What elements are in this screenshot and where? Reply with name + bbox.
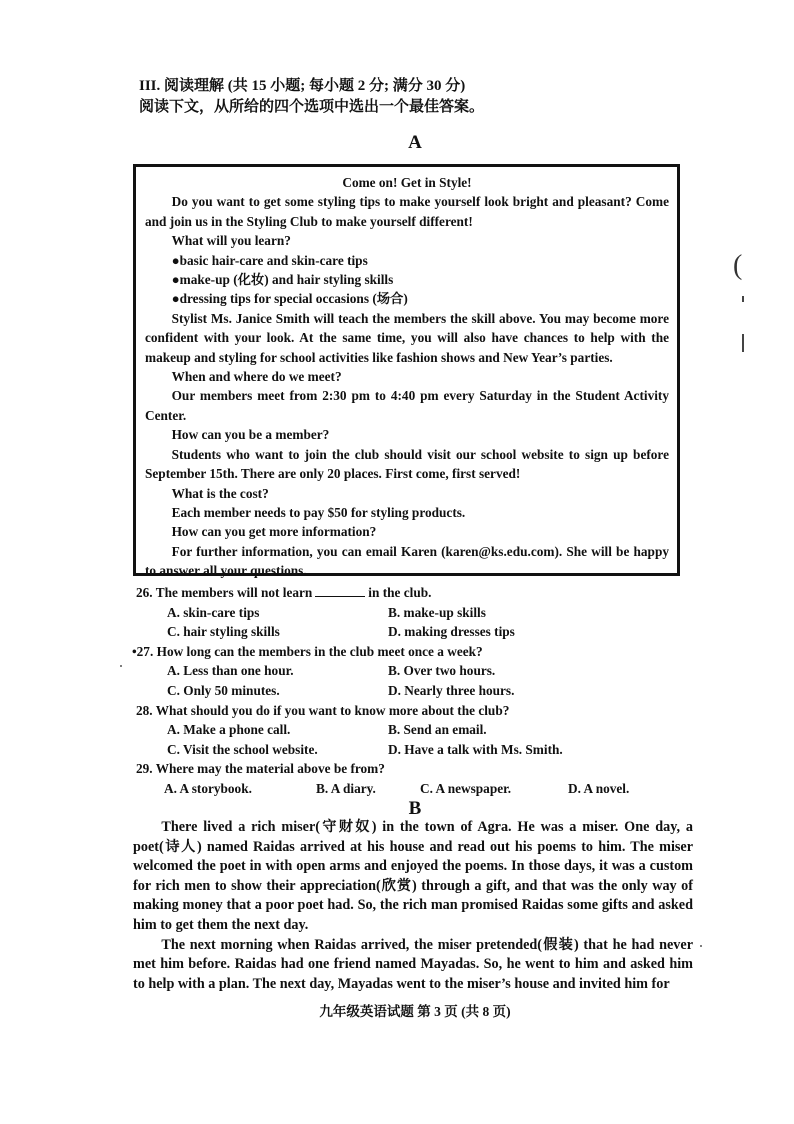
option-b: B. A diary. — [316, 780, 376, 796]
passage-b-heading: B — [408, 798, 422, 819]
ad-title: Come on! Get in Style! — [342, 175, 472, 190]
passage-b — [133, 818, 693, 994]
ad-answer-when: Our members meet from 2:30 pm to 4:40 pm every Saturday in the Student Activity Center. — [145, 388, 669, 423]
ad-question-learn: What will you learn? — [171, 233, 291, 249]
ad-bullet-item: ●basic hair-care and skin-care tips — [171, 252, 368, 268]
scan-mark — [742, 334, 744, 352]
ad-intro: Do you want to get some styling tips to make yourself look bright and pleasant? Come and join us in the Styling Club to make yourself different! — [145, 194, 669, 229]
answer-blank — [315, 584, 365, 597]
option-d: D. making dresses tips — [388, 624, 515, 640]
scan-speck — [700, 945, 702, 947]
passage-a-heading: A — [408, 132, 422, 153]
ad-bullet-item: ●make-up (化妆) and hair styling skills — [171, 272, 394, 288]
question-stem — [136, 583, 696, 603]
question-stem: 29. Where may the material above be from? — [136, 761, 385, 777]
question-stem-part: 26. The members will not learn — [136, 585, 313, 600]
styling-club-ad — [133, 164, 680, 579]
option-b: B. Send an email. — [388, 722, 487, 738]
ad-question-member: How can you be a member? — [171, 427, 330, 443]
option-row — [136, 681, 696, 701]
ad-answer-info: For further information, you can email Karen (karen@ks.edu.com). She will be happy to answer all your questions. — [145, 543, 669, 579]
scan-mark: ( — [733, 250, 743, 281]
question-list — [132, 583, 696, 799]
question-stem-part: in the club. — [368, 585, 432, 600]
option-b: B. make-up skills — [388, 604, 486, 620]
section-instructions: 阅读下文，从所给的四个选项中选出一个最佳答案。 — [139, 99, 485, 115]
option-d: D. Nearly three hours. — [388, 682, 515, 698]
option-d: D. A novel. — [568, 780, 630, 796]
option-d: D. Have a talk with Ms. Smith. — [388, 741, 563, 757]
option-c: C. hair styling skills — [167, 624, 280, 640]
option-a: A. Less than one hour. — [167, 663, 294, 679]
option-c: C. Visit the school website. — [167, 741, 318, 757]
option-row — [136, 603, 696, 623]
passage-paragraph: The next morning when Raidas arrived, the miser pretended(假装) that he had never met him before. Raidas had one friend named Mayadas. So, he went to him and asked him to help with a plan. The next day, Mayadas went to the miser’s house and invited him for — [133, 936, 693, 992]
option-c: C. Only 50 minutes. — [167, 682, 280, 698]
option-row — [136, 740, 696, 760]
option-a: A. Make a phone call. — [167, 722, 291, 738]
option-c: C. A newspaper. — [420, 780, 512, 796]
option-row — [136, 720, 696, 740]
scan-speck — [120, 665, 122, 667]
ad-question-when: When and where do we meet? — [171, 369, 342, 385]
ad-teacher-info: Stylist Ms. Janice Smith will teach the members the skill above. You may become more confident with your look. At the same time, you will also have chances to help with the makeup and styling for school activities like fashion shows and New Year’s parties. — [145, 310, 669, 365]
option-row — [136, 661, 696, 681]
ad-question-info: How can you get more information? — [171, 524, 377, 540]
passage-paragraph: There lived a rich miser(守财奴) in the town of Agra. He was a miser. One day, a poet(诗人) named Raidas arrived at his house and read out his poems to him. The miser welcomed the poet in with open arms and enjoyed the poems. In those days, it was a custom for rich men to show their appreciation(欣赏) through a gift, and that was the only way of making money that a poor poet had. So, the rich man promised Raidas some gifts and asked him to get them the next day. — [133, 819, 693, 933]
section-header — [139, 76, 484, 118]
question-stem: •27. How long can the members in the club meet once a week? — [132, 643, 483, 659]
option-row — [136, 779, 696, 799]
option-a: A. skin-care tips — [167, 604, 260, 620]
section-title: III. 阅读理解 (共 15 小题; 每小题 2 分; 满分 30 分) — [139, 78, 466, 94]
option-row — [136, 622, 696, 642]
option-a: A. A storybook. — [164, 780, 252, 796]
scan-mark — [742, 296, 744, 302]
page-footer: 九年级英语试题 第 3 页 (共 8 页) — [319, 1004, 511, 1019]
question-stem: 28. What should you do if you want to know more about the club? — [136, 702, 510, 718]
ad-bullet-item: ●dressing tips for special occasions (场合) — [171, 291, 408, 307]
ad-answer-member: Students who want to join the club should visit our school website to sign up before September 15th. There are only 20 places. First come, first served! — [145, 446, 669, 482]
ad-question-cost: What is the cost? — [171, 485, 269, 501]
option-b: B. Over two hours. — [388, 663, 496, 679]
ad-answer-cost: Each member needs to pay $50 for styling products. — [171, 504, 466, 520]
